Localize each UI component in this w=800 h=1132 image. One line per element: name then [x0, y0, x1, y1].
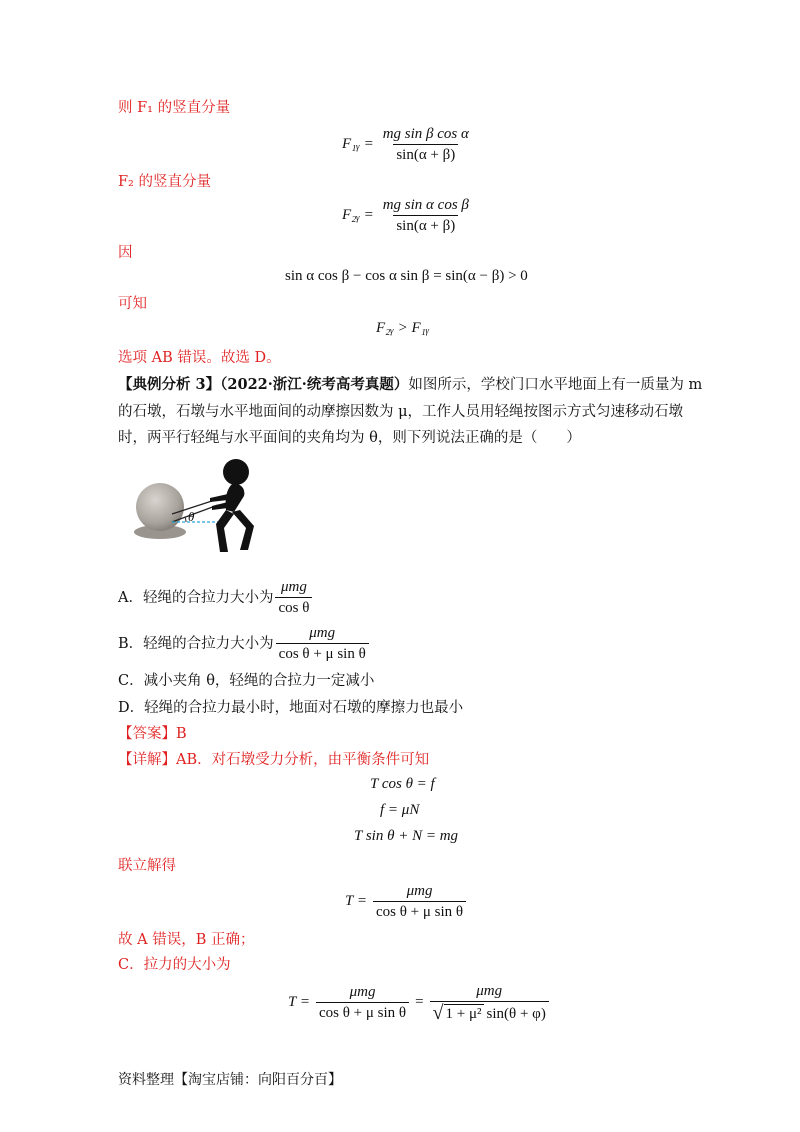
eq-numerator: μmg — [349, 984, 376, 1000]
equation-friction: f = μN — [380, 802, 420, 818]
equation-horizontal: T cos θ = f — [370, 776, 435, 792]
equation-f1y — [342, 125, 474, 164]
figure-stone-pull — [128, 452, 268, 562]
stone-ball — [136, 483, 184, 531]
equation-trig: sin α cos β − cos α sin β = sin(α − β) > 0 — [285, 268, 528, 284]
question-source: （2022·浙江·统考高考真题） — [220, 376, 409, 393]
worker-silhouette — [210, 459, 254, 552]
angle-arc — [185, 517, 186, 522]
option-b-text: B．轻绳的合拉力大小为 — [118, 635, 274, 652]
option-b-numerator: μmg — [309, 625, 336, 641]
eq-lhs: F₁ᵧ = — [342, 136, 374, 152]
sqrt-body: 1 + μ² — [445, 1006, 482, 1022]
eq-lhs: T = — [288, 994, 310, 1010]
question-text: 如图所示，学校门口水平地面上有一质量为 m — [408, 377, 703, 393]
text-line: 则 F₁ 的竖直分量 — [118, 100, 231, 116]
eq-lhs: F₂ᵧ = — [342, 207, 374, 223]
text-line: 因 — [118, 245, 133, 261]
text-line: 故 A 错误，B 正确； — [118, 932, 255, 948]
equation-tension-expanded — [288, 982, 551, 1023]
option-b — [118, 624, 371, 663]
equation-tension — [345, 882, 468, 921]
equation-f2y — [342, 196, 474, 235]
equation-compare: F₂ᵧ > F₁ᵧ — [376, 320, 430, 336]
angle-label: θ — [188, 509, 195, 524]
equation-vertical: T sin θ + N = mg — [354, 828, 459, 844]
question-tag: 【典例分析 3】 — [118, 376, 221, 393]
eq-numerator: μmg — [406, 883, 433, 899]
text-line: C．拉力的大小为 — [118, 957, 231, 973]
option-a-numerator: μmg — [281, 579, 307, 595]
answer-line: 【答案】B — [118, 726, 187, 742]
detail-line: 【详解】AB．对石墩受力分析，由平衡条件可知 — [118, 752, 430, 768]
text-line: 选项 AB 错误。故选 D。 — [118, 350, 281, 366]
eq-equals: = — [415, 994, 424, 1010]
eq-denominator-rest: sin(θ + φ) — [486, 1006, 546, 1022]
option-b-denominator: cos θ + μ sin θ — [276, 643, 369, 663]
eq-denominator: √ 1 + μ² sin(θ + φ) — [430, 1001, 549, 1023]
question-line-3: 时，两平行轻绳与水平面间的夹角均为 θ，则下列说法正确的是（ ） — [118, 430, 581, 446]
option-c: C．减小夹角 θ，轻绳的合拉力一定减小 — [118, 673, 375, 689]
text-line: 可知 — [118, 296, 147, 312]
option-a — [118, 578, 314, 617]
footer: 资料整理【淘宝店铺：向阳百分百】 — [118, 1072, 342, 1088]
eq-lhs: T = — [345, 893, 367, 909]
eq-denominator: cos θ + μ sin θ — [373, 901, 466, 921]
eq-denominator: cos θ + μ sin θ — [316, 1002, 409, 1022]
option-a-text: A．轻绳的合拉力大小为 — [118, 589, 274, 606]
eq-denominator: sin(α + β) — [393, 144, 458, 164]
eq-numerator: μmg — [476, 983, 503, 999]
eq-numerator: mg sin α cos β — [382, 197, 469, 213]
question-line-1 — [118, 375, 702, 395]
question-line-2: 的石墩，石墩与水平地面间的动摩擦因数为 μ，工作人员用轻绳按图示方式匀速移动石墩 — [118, 404, 684, 420]
eq-numerator: mg sin β cos α — [382, 126, 469, 142]
text-line: F₂ 的竖直分量 — [118, 174, 211, 190]
eq-denominator: sin(α + β) — [393, 215, 458, 235]
option-a-denominator: cos θ — [275, 597, 312, 617]
option-d: D．轻绳的合拉力最小时，地面对石墩的摩擦力也最小 — [118, 700, 464, 716]
text-line: 联立解得 — [118, 858, 176, 874]
